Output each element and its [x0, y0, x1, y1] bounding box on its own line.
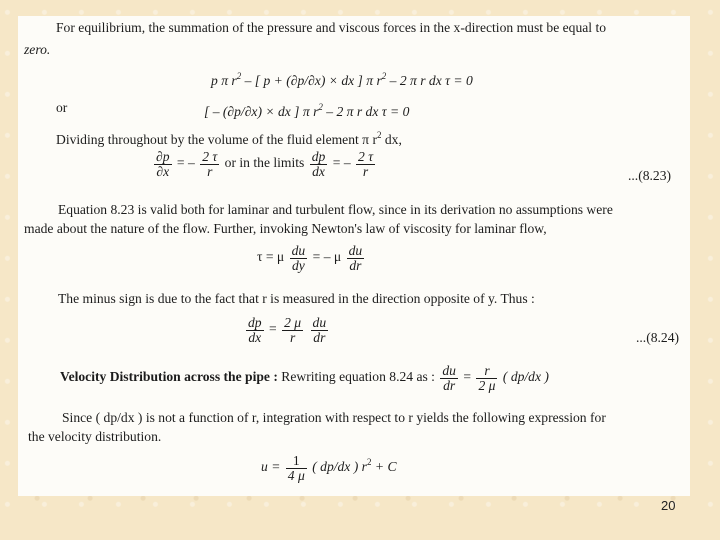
equation-number-8-23: ...(8.23) — [628, 168, 672, 183]
fraction-2tau-r-limit: $\frac{2 \tau}{r}$ — [358, 149, 374, 179]
fraction-du-dr: $\frac{du}{dr}$ — [348, 243, 363, 273]
page-number: 20 — [661, 498, 676, 513]
fraction-2mu-r: $\frac{2 \mu}{r}$ — [284, 315, 302, 345]
fraction-2tau-r: $\frac{2 \tau}{r}$ — [202, 149, 218, 179]
equation-8-24: $\frac{dp}{dx}$ = $\frac{2 \mu}{r}$ $\frac{du}{dr}$ — [248, 315, 327, 345]
text-zero: zero. — [24, 42, 51, 57]
velocity-distribution-line: Velocity Distribution across the pipe : Rewriting equation 8.24 as : $\frac{du}{dr}$ = $\frac{r}{2 \mu}$ ( dp/dx ) — [60, 363, 549, 393]
heading-velocity-distribution: Velocity Distribution across the pipe : — [60, 369, 278, 385]
fraction-dp-dx-limit: $\frac{dp}{dx}$ — [311, 149, 326, 179]
fraction-dp-dx: $\frac{\partial p}{\partial x}$ — [156, 149, 170, 179]
fraction-r-2mu: $\frac{r}{2 \mu}$ — [478, 363, 496, 393]
fraction-dp-dx-824: $\frac{dp}{dx}$ — [248, 315, 262, 345]
equation-8-23: $\frac{\partial p}{\partial x}$ = – $\frac{2 \tau}{r}$ or in the limits $\frac{dp}{dx}$ = – $\frac{2 \tau}{r}$ — [156, 149, 374, 179]
text-eq823-valid-1: Equation 8.23 is valid both for laminar and turbulent flow, since in its derivation no assumptions were — [58, 202, 613, 217]
fraction-du-dr-824: $\frac{du}{dr}$ — [312, 315, 327, 345]
fraction-du-dr-vel: $\frac{du}{dr}$ — [442, 363, 456, 393]
scanned-page — [18, 16, 690, 496]
equation-number-8-24: ...(8.24) — [636, 330, 680, 345]
text-since-1: Since ( dp/dx ) is not a function of r, integration with respect to r yields the following expression for — [62, 410, 606, 425]
text-since-2: the velocity distribution. — [28, 429, 162, 444]
equation-velocity-distribution: u = $\frac{1}{4 \mu}$ ( dp/dx ) $r^2 + C$ — [261, 453, 397, 483]
equation-simplified: [ – (∂p/∂x) × dx ] π $r^2 - 2$ π r dx τ = 0 — [204, 102, 410, 119]
text-equilibrium-line: For equilibrium, the summation of the pressure and viscous forces in the x-direction must be equal to — [56, 20, 607, 35]
text-or: or — [56, 100, 68, 115]
text-dividing: Dividing throughout by the volume of the fluid element π $r^2$ dx, — [56, 130, 402, 147]
equation-force-balance: p π $r^2$ – [ p + (∂p/∂x) × dx ] π $r^2 - 2$ π r dx τ = 0 — [211, 71, 473, 88]
fraction-1-4mu: $\frac{1}{4 \mu}$ — [287, 453, 305, 483]
equation-newton-viscosity: τ = μ $\frac{du}{dy}$ = – μ $\frac{du}{dr}$ — [257, 243, 363, 273]
fraction-du-dy: $\frac{du}{dy}$ — [291, 243, 306, 273]
text-eq823-valid-2: made about the nature of the flow. Further, invoking Newton's law of viscosity for laminar flow, — [24, 221, 547, 236]
text-minus-sign: The minus sign is due to the fact that r is measured in the direction opposite of y. Thus : — [58, 291, 535, 306]
